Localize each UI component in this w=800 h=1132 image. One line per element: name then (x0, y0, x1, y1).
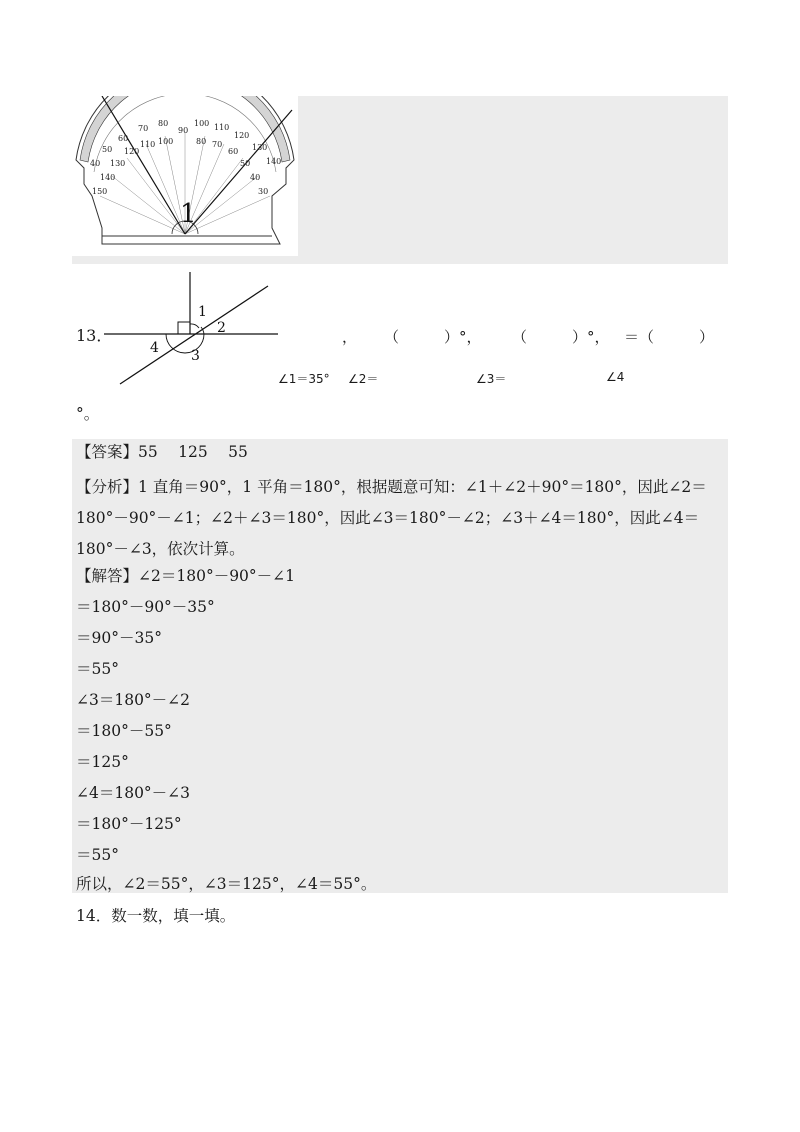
inner-label: 110 (140, 140, 156, 149)
outer-label: 40 (90, 159, 101, 168)
solution-step: ＝90°－35° (76, 629, 162, 647)
separator-comma: ， (342, 328, 358, 346)
inner-label: 40 (250, 173, 261, 182)
inner-label: 140 (100, 173, 116, 182)
outer-label: 90 (178, 126, 189, 135)
solution-step: ＝180°－55° (76, 722, 172, 740)
angle-4-ref: ∠4 (606, 370, 625, 384)
inner-label: 70 (212, 140, 223, 149)
solution-step: ＝180°－90°－35° (76, 598, 215, 616)
outer-label: 120 (234, 131, 250, 140)
solution-step: ∠4＝180°－∠3 (76, 784, 191, 802)
inner-label: 100 (158, 137, 174, 146)
blank-angle-4: ＝（ ） (624, 328, 715, 346)
inner-label: 50 (240, 159, 251, 168)
solution-step: ＝55° (76, 660, 119, 678)
solution-step: ＝125° (76, 753, 129, 771)
angle-2-ref: ∠2＝ (348, 372, 379, 386)
analysis-paragraph (76, 472, 726, 565)
outer-label: 110 (214, 123, 230, 132)
outer-label: 70 (138, 124, 149, 133)
question-14: 14．数一数，填一填。 (76, 907, 236, 925)
outer-label: 80 (158, 119, 169, 128)
angle-diagram (100, 270, 280, 386)
outer-label: 140 (266, 157, 282, 166)
inner-label: 60 (228, 147, 239, 156)
blank-angle-3: （ ）°， (512, 328, 610, 346)
inner-label: 150 (92, 187, 108, 196)
solution-step: ∠2＝180°－90°－∠1 (138, 567, 296, 585)
inner-label: 30 (258, 187, 269, 196)
solution-label: 【解答】 (76, 567, 139, 585)
angle-label-3: 3 (191, 348, 200, 364)
angle-label-1: 1 (198, 304, 207, 320)
blank-angle-2: （ ）°， (384, 328, 482, 346)
solution-step: ∠3＝180°－∠2 (76, 691, 191, 709)
solution-step: ＝55° (76, 846, 119, 864)
solution-step: ＝180°－125° (76, 815, 182, 833)
outer-label: 130 (252, 143, 268, 152)
analysis-text: 1 直角＝90°，1 平角＝180°，根据题意可知：∠1＋∠2＋90°＝180°，因此∠2＝180°－90°－∠1；∠2＋∠3＝180°，因此∠3＝180°－∠2；∠3＋∠4＝180°，因此∠4＝180°－∠3，依次计算。 (76, 478, 707, 558)
outer-label: 100 (194, 119, 210, 128)
trailing-degree: °。 (76, 405, 100, 423)
answer-line (76, 442, 248, 462)
angle-label-2: 2 (217, 320, 226, 336)
question-13-number: 13． (76, 326, 113, 345)
given-angle-1: ∠1＝35° (278, 372, 330, 386)
answer-values: 55 125 55 (138, 443, 248, 461)
angle-1-label: 1 (180, 199, 197, 229)
inner-label: 130 (110, 159, 126, 168)
inner-label: 80 (196, 137, 207, 146)
angle-label-4: 4 (150, 340, 159, 356)
solution-conclusion: 所以，∠2＝55°，∠3＝125°，∠4＝55°。 (76, 875, 377, 893)
outer-label: 60 (118, 134, 129, 143)
inner-label: 120 (124, 147, 140, 156)
protractor-figure (72, 96, 298, 256)
solution-line (76, 566, 295, 586)
outer-label: 50 (102, 145, 113, 154)
answer-label: 【答案】 (76, 443, 139, 461)
analysis-label: 【分析】 (76, 478, 139, 496)
angle-3-ref: ∠3＝ (476, 372, 507, 386)
